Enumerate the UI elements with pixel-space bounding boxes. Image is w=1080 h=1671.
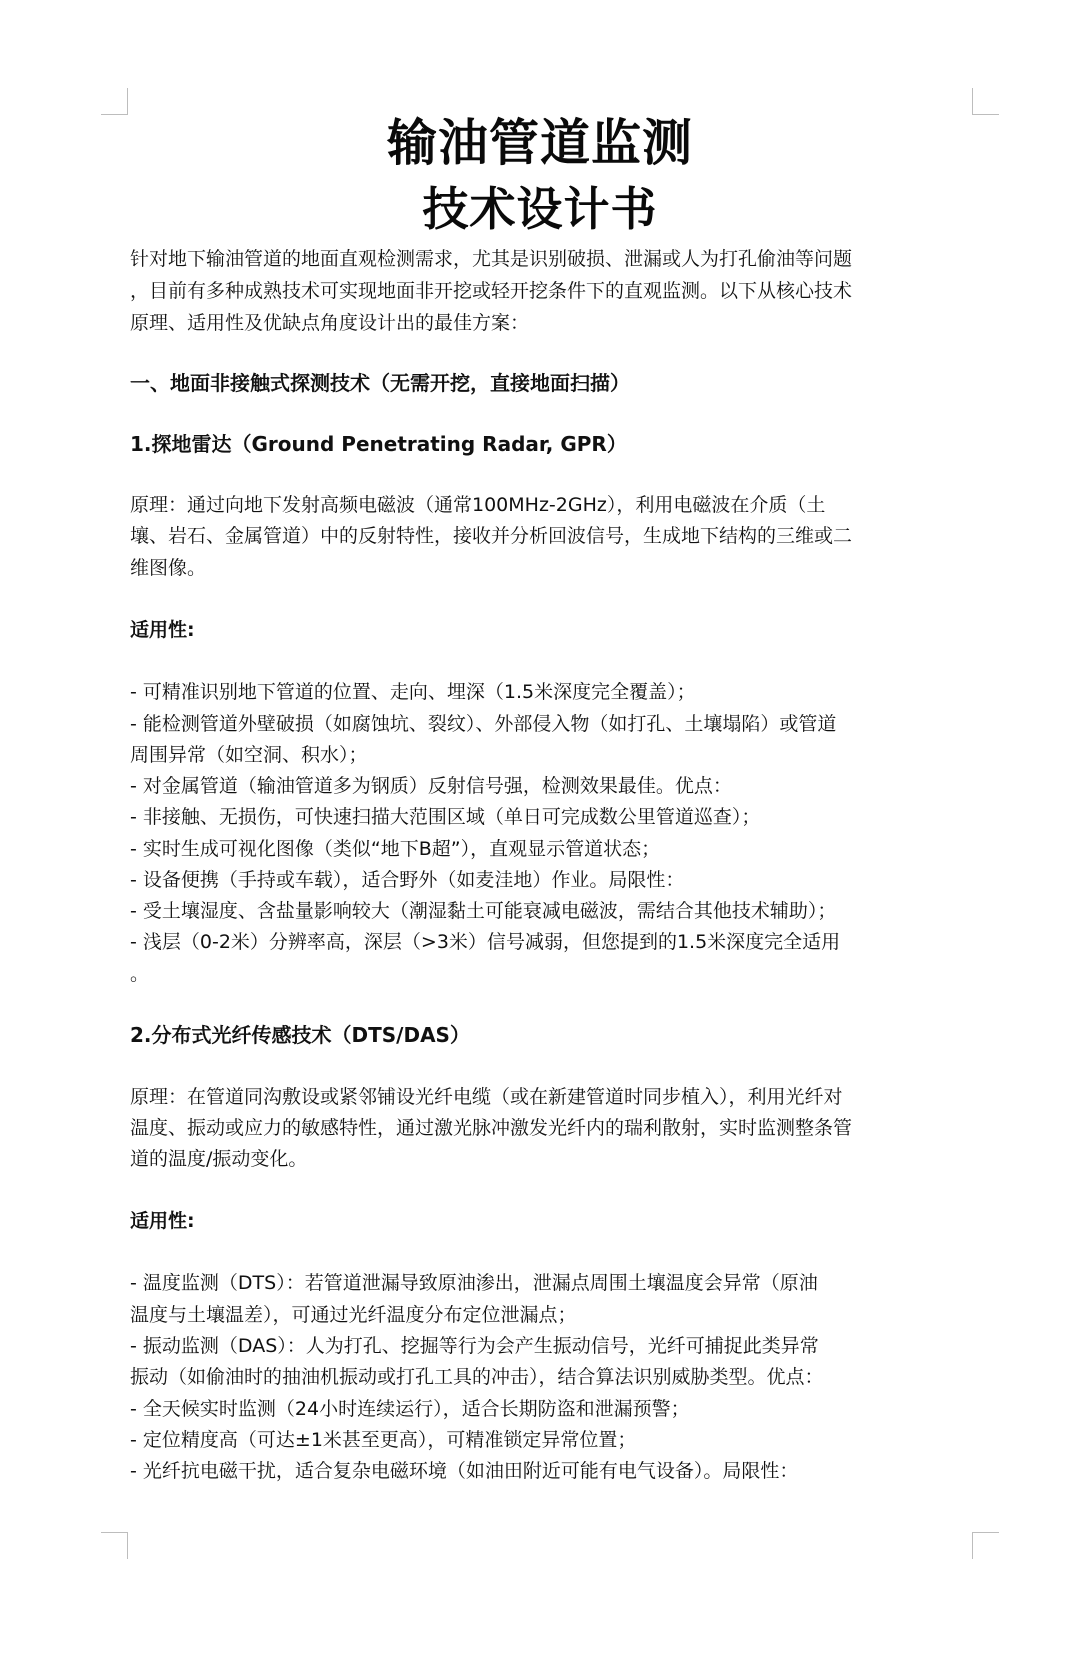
document-subtitle: 技术设计书 [422, 182, 658, 236]
bullet-line: - 可精准识别地下管道的位置、走向、埋深（1.5米深度完全覆盖）； [130, 681, 696, 703]
bullet-line: - 受土壤湿度、含盐量影响较大（潮湿黏土可能衰减电磁波，需结合其他技术辅助）； [130, 900, 837, 922]
bullet-line: - 实时生成可视化图像（类似“地下B超”），直观显示管道状态； [130, 838, 661, 860]
bullet-line: 振动（如偷油时的抽油机振动或打孔工具的冲击），结合算法识别威胁类型。优点： [130, 1366, 824, 1388]
principle-line: 温度、振动或应力的敏感特性，通过激光脉冲激发光纤内的瑞利散射，实时监测整条管 [130, 1117, 853, 1139]
bullet-line: - 光纤抗电磁干扰，适合复杂电磁环境（如油田附近可能有电气设备）。局限性： [130, 1460, 799, 1482]
principle-line: 原理：通过向地下发射高频电磁波（通常100MHz-2GHz），利用电磁波在介质（土 [130, 494, 826, 516]
bullet-line: 周围异常（如空洞、积水）； [130, 744, 368, 766]
principle-line: 原理：在管道同沟敷设或紧邻铺设光纤电缆（或在新建管道时同步植入），利用光纤对 [130, 1086, 843, 1108]
intro-line: ，目前有多种成熟技术可实现地面非开挖或轻开挖条件下的直观监测。以下从核心技术 [130, 280, 853, 302]
bullet-line: - 全天候实时监测（24小时连续运行），适合长期防盗和泄漏预警； [130, 1398, 690, 1420]
crop-mark-bottom-right [972, 1532, 999, 1559]
principle-line: 壤、岩石、金属管道）中的反射特性，接收并分析回波信号，生成地下结构的三维或二 [130, 525, 853, 547]
bullet-line: 温度与土壤温差），可通过光纤温度分布定位泄漏点； [130, 1304, 577, 1326]
subsection-heading: 1.探地雷达（Ground Penetrating Radar, GPR） [130, 432, 627, 456]
intro-line: 原理、适用性及优缺点角度设计出的最佳方案： [130, 312, 530, 334]
bullet-line: - 能检测管道外壁破损（如腐蚀坑、裂纹）、外部侵入物（如打孔、土壤塌陷）或管道 [130, 713, 837, 735]
bullet-line: - 浅层（0-2米）分辨率高，深层（>3米）信号减弱，但您提到的1.5米深度完全适用 [130, 931, 841, 953]
bullet-line: 。 [130, 963, 150, 985]
intro-line: 针对地下输油管道的地面直观检测需求，尤其是识别破损、泄漏或人为打孔偷油等问题 [130, 248, 853, 270]
applicability-label: 适用性: [130, 1210, 195, 1232]
bullet-line: - 温度监测（DTS）：若管道泄漏导致原油渗出，泄漏点周围土壤温度会异常（原油 [130, 1272, 818, 1294]
principle-line: 道的温度/振动变化。 [130, 1148, 308, 1170]
principle-line: 维图像。 [130, 557, 207, 579]
document-title: 输油管道监测 [387, 114, 693, 172]
bullet-line: - 非接触、无损伤，可快速扫描大范围区域（单日可完成数公里管道巡查）； [130, 806, 761, 828]
bullet-line: - 定位精度高（可达±1米甚至更高），可精准锁定异常位置； [130, 1429, 637, 1451]
bullet-line: - 振动监测（DAS）：人为打孔、挖掘等行为会产生振动信号，光纤可捕捉此类异常 [130, 1335, 819, 1357]
bullet-line: - 设备便携（手持或车载），适合野外（如麦洼地）作业。局限性： [130, 869, 685, 891]
section-heading: 一、地面非接触式探测技术（无需开挖，直接地面扫描） [130, 371, 630, 395]
subsection-heading: 2.分布式光纤传感技术（DTS/DAS） [130, 1023, 470, 1047]
applicability-label: 适用性: [130, 619, 195, 641]
crop-mark-bottom-left [101, 1532, 128, 1559]
bullet-line: - 对金属管道（输油管道多为钢质）反射信号强，检测效果最佳。优点： [130, 775, 732, 797]
